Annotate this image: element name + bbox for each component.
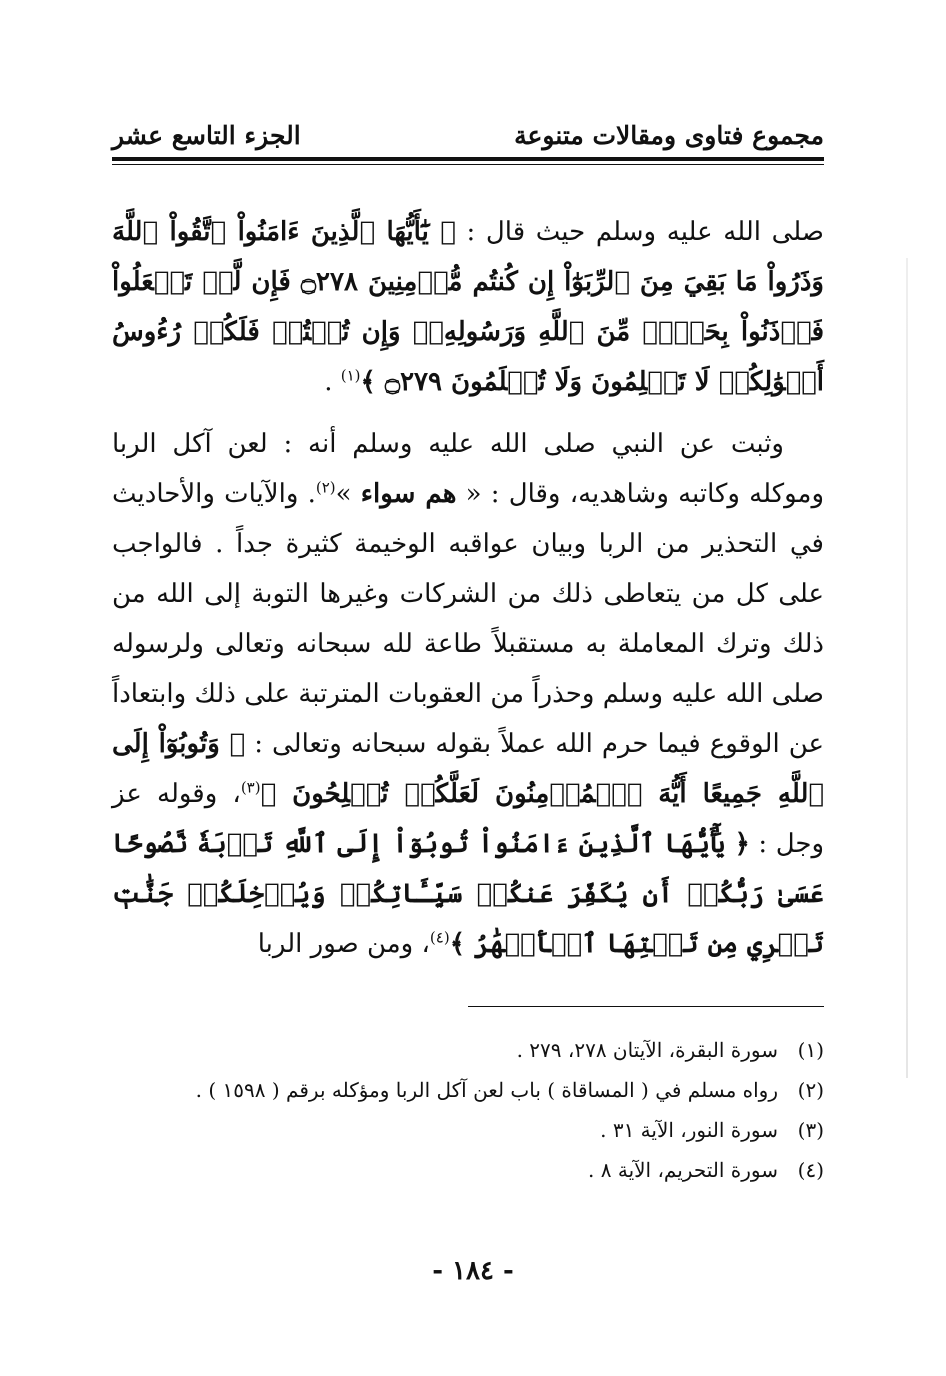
paragraph-1 [112,207,824,407]
footnote-text: سورة التحريم، الآية ٨ . [588,1158,778,1182]
quran-verse-nur: ﴿ وَتُوبُوٓاْ إِلَى ٱللَّهِ جَمِيعًا أَيُّهَ ٱلۡمُؤۡمِنُونَ لَعَلَّكُمۡ تُفۡلِحُونَ ﴾ [112,729,824,809]
volume-label: الجزء التاسع عشر [112,121,301,150]
footnote-2 [112,1070,824,1110]
footnote-text: سورة النور، الآية ٣١ . [600,1118,778,1142]
paragraph-2 [112,419,824,969]
footnote-ref-3: (٣) [240,778,261,797]
footnote-3 [112,1110,824,1150]
paragraph-2-text-a: وثبت عن النبي صلى الله عليه وسلم أنه : لعن آكل الربا وموكله وكاتبه وشاهديه، وقال : « [112,429,824,509]
paragraph-1-intro: صلى الله عليه وسلم حيث قال : [455,217,824,247]
header-rule-thick [112,157,824,161]
hadith-quote: هم سواء [360,479,457,509]
main-text [112,207,824,981]
page-number: - ١٨٤ - [432,1256,514,1286]
footnote-ref-1: (١) [340,366,361,385]
footnote-number: (١) [797,1038,824,1062]
paragraph-1-end: . [324,367,333,397]
paragraph-2-text-d: ، ومن صور الربا [257,929,430,959]
book-title: مجموع فتاوى ومقالات متنوعة [514,121,824,150]
footnote-number: (٣) [797,1118,824,1142]
footnote-number: (٤) [797,1158,824,1182]
footnote-ref-2: (٢) [315,478,336,497]
footnote-4 [112,1150,824,1190]
quran-verse-baqarah: ﴿ يَٰٓأَيُّهَا ٱلَّذِينَ ءَامَنُواْ ٱتَّقُواْ ٱللَّهَ وَذَرُواْ مَا بَقِيَ مِنَ ٱلرِّبَوٰٓاْ إِن كُنتُم مُّؤۡمِنِينَ ۝٢٧٨ فَإِن لَّمۡ تَفۡعَلُواْ فَأۡذَنُواْ بِحَرۡبٖ مِّنَ ٱللَّهِ وَرَسُولِهِۦۖ وَإِن تُبۡتُمۡ فَلَكُمۡ رُءُوسُ أَمۡوَٰلِكُمۡ لَا تَظۡلِمُونَ وَلَا تُظۡلَمُونَ ۝٢٧٩ ﴾ [112,217,824,397]
header-rule-thin [112,164,824,165]
paragraph-2-text-b: . والآيات والأحاديث في التحذير من الربا وبيان عواقبه الوخيمة كثيرة جداً . فالواجب على كل من يتعاطى ذلك من الشركات وغيرها التوبة إلى الله من ذلك وترك المعاملة به مستقبلاً طاعة لله سبحانه وتعالى ولرسوله صلى الله عليه وسلم وحذراً من العقوبات المترتبة على ذلك وابتعاداً عن الوقوع فيما حرم الله عملاً بقوله سبحانه وتعالى : [112,479,825,759]
footnotes [112,1030,824,1190]
quran-verse-tahrim: ﴿ يَٰٓأَيُّهَا ٱلَّذِينَ ءَامَنُواْ تُوبُوٓاْ إِلَى ٱللَّهِ تَوۡبَةٗ نَّصُوحًا عَسَىٰ رَبُّكُمۡ أَن يُكَفِّرَ عَنكُمۡ سَيِّـَٔاتِكُمۡ وَيُدۡخِلَكُمۡ جَنَّٰتٖ تَجۡرِي مِن تَحۡتِهَا ٱلۡأَنۡهَٰرُ ﴾ [112,829,824,959]
footnote-ref-4: (٤) [429,928,450,947]
footnote-number: (٢) [797,1078,824,1102]
footnote-separator [468,1006,824,1007]
paragraph-2-quote-close: » [335,479,361,509]
footnote-1 [112,1030,824,1070]
paragraph-2-text-c: ، وقوله عز وجل : [112,779,825,859]
running-header [112,118,824,158]
footnote-text: سورة البقرة، الآيتان ٢٧٨، ٢٧٩ . [516,1038,778,1062]
page-edge-shadow [906,258,908,1078]
footnote-text: رواه مسلم في ( المساقاة ) باب لعن آكل الربا ومؤكله برقم ( ١٥٩٨ ) . [195,1078,778,1102]
